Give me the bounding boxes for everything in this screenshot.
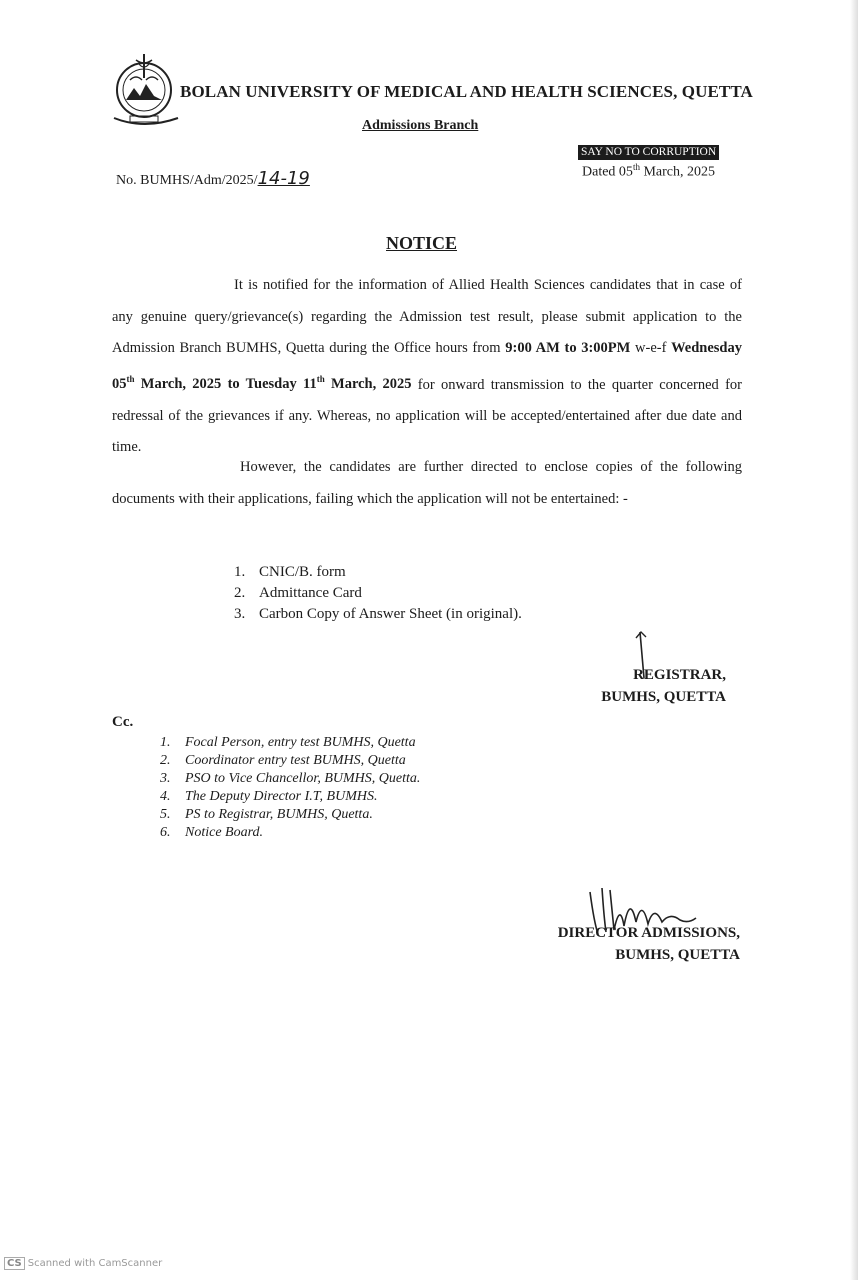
cc-label: Cc. — [112, 714, 134, 730]
list-item-label: Focal Person, entry test BUMHS, Quetta — [185, 735, 416, 750]
date-suffix: March, 2025 — [639, 164, 715, 180]
list-item-label: Admittance Card — [259, 585, 362, 601]
list-item-number: 1. — [160, 735, 171, 750]
from-date-sup: th — [126, 374, 135, 385]
list-item — [160, 734, 420, 752]
list-item — [160, 806, 420, 824]
required-documents-list — [234, 562, 522, 625]
list-item — [234, 562, 522, 583]
university-seal-logo — [108, 50, 182, 130]
notice-paragraph-1 — [112, 270, 742, 464]
from-date-b: March, 2025 to Tuesday 11 — [134, 376, 317, 393]
camscanner-icon: CS — [4, 1257, 25, 1270]
from-date-a: Wednesday 05 — [112, 340, 742, 393]
reference-prefix: No. BUMHS/Adm/2025/ — [116, 173, 258, 188]
para1-text-c: for onward transmission to the quarter concerned for redressal of the grievances if any. Whereas, no application will be accepted/entertained after due date and time. — [112, 376, 742, 456]
date-prefix: Dated 05 — [582, 164, 633, 180]
list-item — [234, 604, 522, 625]
list-item-label: PS to Registrar, BUMHS, Quetta. — [185, 807, 373, 822]
list-item-number: 2. — [160, 753, 171, 768]
notice-title: NOTICE — [386, 233, 458, 253]
list-item-number: 2. — [234, 585, 246, 601]
list-item-number: 3. — [160, 771, 171, 786]
list-item — [160, 788, 420, 806]
list-item-label: The Deputy Director I.T, BUMHS. — [185, 789, 378, 804]
director-block — [534, 922, 740, 966]
to-date-b: March, 2025 — [324, 376, 412, 393]
scanner-watermark — [4, 1258, 162, 1269]
list-item-label: Coordinator entry test BUMHS, Quetta — [185, 753, 406, 768]
notice-paragraph-2: However, the candidates are further directed to enclose copies of the following documents with their applications, failing which the application will not be entertained: - — [112, 459, 742, 507]
list-item-label: CNIC/B. form — [259, 564, 346, 580]
director-org: BUMHS, QUETTA — [615, 947, 740, 963]
para1-text-a: It is notified for the information of Allied Health Sciences candidates that in case of any genuine query/grievance(s) regarding the Admission test result, please submit application to the Admission Branch BUMHS, Quetta during the Office hours from — [112, 277, 742, 356]
to-date-sup: th — [316, 374, 325, 385]
anti-corruption-slogan: SAY NO TO CORRUPTION — [578, 145, 719, 160]
page-edge-shadow — [850, 0, 858, 1280]
registrar-org: BUMHS, QUETTA — [601, 689, 726, 705]
list-item-number: 4. — [160, 789, 171, 804]
university-name: BOLAN UNIVERSITY OF MEDICAL AND HEALTH SCIENCES, QUETTA — [180, 82, 753, 101]
list-item-label: Notice Board. — [185, 825, 264, 840]
list-item-number: 5. — [160, 807, 171, 822]
registrar-title: REGISTRAR, — [633, 667, 726, 683]
branch-name: Admissions Branch — [362, 118, 479, 133]
reference-handwritten: 14-19 — [257, 168, 310, 189]
list-item — [160, 752, 420, 770]
date-line — [582, 162, 715, 181]
date-sup: th — [632, 162, 640, 172]
list-item-label: Carbon Copy of Answer Sheet (in original). — [259, 606, 522, 622]
list-item-number: 1. — [234, 564, 246, 580]
list-item — [160, 824, 420, 842]
reference-number — [116, 168, 310, 189]
list-item — [160, 770, 420, 788]
scanner-text: Scanned with CamScanner — [27, 1258, 163, 1269]
list-item-label: PSO to Vice Chancellor, BUMHS, Quetta. — [185, 771, 421, 786]
para1-text-b: w-e-f — [630, 340, 672, 356]
office-hours: 9:00 AM to 3:00PM — [505, 340, 631, 356]
director-title: DIRECTOR ADMISSIONS, — [557, 925, 740, 941]
cc-recipients-list — [160, 734, 420, 842]
list-item — [234, 583, 522, 604]
list-item-number: 6. — [160, 825, 171, 840]
registrar-block — [588, 664, 726, 708]
list-item-number: 3. — [234, 606, 246, 622]
